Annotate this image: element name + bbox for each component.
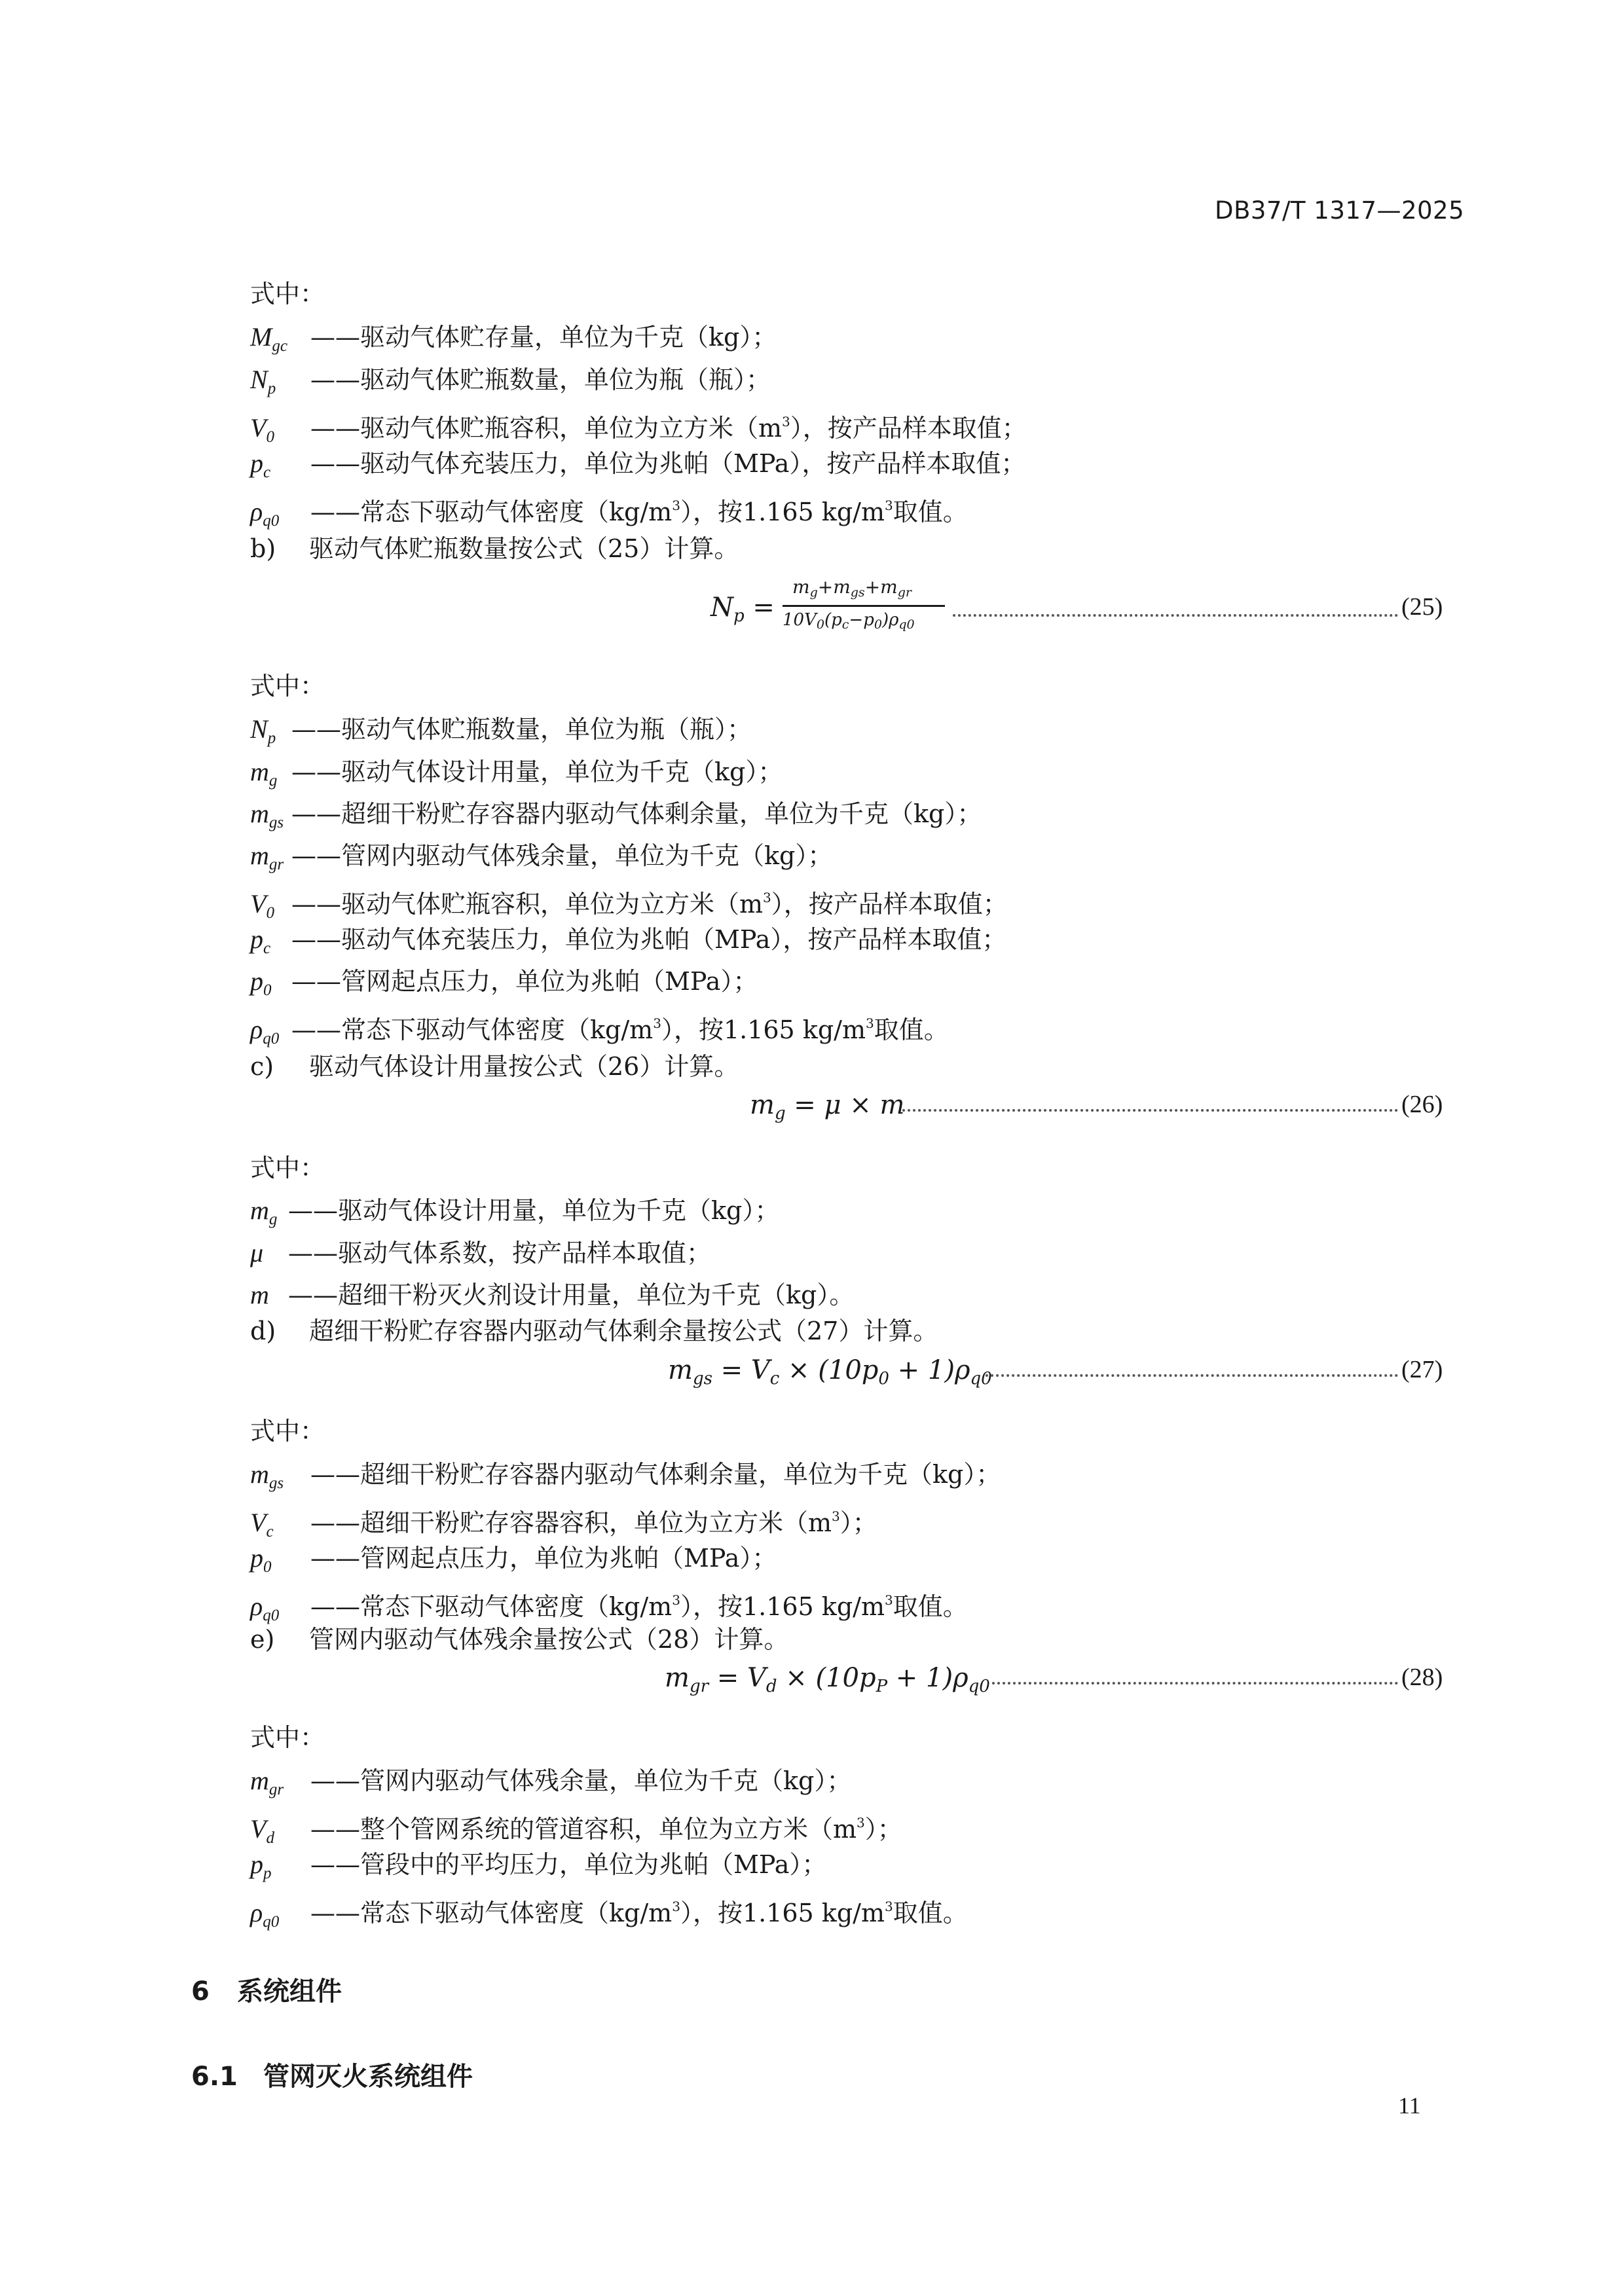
definition-text: ——管段中的平均压力，单位为兆帕（MPa）； xyxy=(310,1850,827,1879)
symbol-subscript: q0 xyxy=(263,1913,280,1931)
symbol-subscript: 0 xyxy=(266,428,274,446)
symbol-subscript: q0 xyxy=(263,1030,280,1048)
symbol: ρ xyxy=(250,1898,263,1927)
section-title: 管网灭火系统组件 xyxy=(263,2062,473,2092)
definition-row xyxy=(250,1457,1001,1501)
list-label: e) xyxy=(250,1625,275,1654)
definition-text: ——驱动气体贮存量，单位为千克（kg）； xyxy=(310,323,777,352)
definition-row xyxy=(250,1541,777,1584)
equation-number-26: (26) xyxy=(1401,1091,1443,1118)
definition-row xyxy=(250,839,832,882)
symbol: p xyxy=(250,924,263,954)
superscript: 3 xyxy=(885,498,893,513)
symbol-subscript: c xyxy=(263,939,271,957)
where-intro: 式中： xyxy=(250,672,325,701)
definition-row xyxy=(250,922,1006,966)
definition-row xyxy=(250,446,1025,490)
definition-text: ——驱动气体贮瓶数量，单位为瓶（瓶）； xyxy=(291,715,752,744)
symbol: V xyxy=(250,889,267,919)
symbol-subscript: gr xyxy=(268,856,284,873)
superscript: 3 xyxy=(653,1015,661,1031)
document-id-header: DB37/T 1317—2025 xyxy=(1215,196,1465,225)
symbol-subscript: gs xyxy=(268,814,284,831)
symbol: M xyxy=(250,322,272,352)
definition-row xyxy=(250,1848,826,1891)
symbol-subscript: p xyxy=(263,1865,272,1882)
symbol-subscript: g xyxy=(268,772,278,790)
section-number: 6 xyxy=(191,1977,210,2007)
definition-text: ）； xyxy=(864,1815,902,1844)
symbol-subscript: gs xyxy=(268,1474,284,1492)
formula-28: $m_{gr} = V_d \times (10p_P + 1)\rho_{q0}$ xyxy=(665,1663,990,1696)
definition-text: ——驱动气体贮瓶容积，单位为立方米（m xyxy=(310,414,783,443)
superscript: 3 xyxy=(672,1592,680,1608)
equation-number-28: (28) xyxy=(1401,1664,1443,1691)
fraction-denominator: $10V_0(p_c-p_0)\rho_{q0}$ xyxy=(783,610,915,632)
definition-row xyxy=(250,1006,949,1056)
definition-row xyxy=(250,320,777,363)
definition-text: ），按1.165 kg/m xyxy=(680,1899,885,1927)
definition-text: ——驱动气体充装压力，单位为兆帕（MPa），按产品样本取值； xyxy=(310,449,1026,478)
definition-row xyxy=(250,964,758,1008)
formula-26: $m_g = \mu \times m$ xyxy=(750,1090,905,1123)
definition-text: ），按产品样本取值； xyxy=(790,414,1027,443)
symbol: m xyxy=(250,1280,269,1309)
symbol-subscript: p xyxy=(267,729,276,747)
definition-text: ——超细干粉灭火剂设计用量，单位为千克（kg）。 xyxy=(288,1281,855,1309)
list-text: 超细干粉贮存容器内驱动气体剩余量按公式（27）计算。 xyxy=(309,1317,938,1345)
definition-row xyxy=(250,1278,854,1312)
symbol-subscript: c xyxy=(263,464,271,481)
formula-25-lhs: $N_p$ = xyxy=(710,592,775,626)
superscript: 3 xyxy=(832,1508,840,1524)
section-title: 系统组件 xyxy=(237,1977,342,2007)
superscript: 3 xyxy=(866,1015,874,1031)
symbol: m xyxy=(250,799,269,828)
leader-dots xyxy=(953,614,1398,617)
definition-text: ——常态下驱动气体密度（kg/m xyxy=(310,1592,673,1621)
definition-row xyxy=(250,797,982,840)
symbol-subscript: gr xyxy=(268,1781,284,1798)
definition-row xyxy=(250,1764,851,1807)
definition-text: 取值。 xyxy=(893,498,968,526)
symbol-subscript: c xyxy=(266,1523,274,1540)
symbol: V xyxy=(250,413,267,443)
list-label: c) xyxy=(250,1052,274,1081)
symbol: m xyxy=(250,757,269,786)
section-number: 6.1 xyxy=(191,2062,238,2092)
definition-text: ），按1.165 kg/m xyxy=(661,1015,866,1044)
where-intro: 式中： xyxy=(250,1154,325,1182)
symbol: m xyxy=(250,1195,269,1225)
list-label: d) xyxy=(250,1317,276,1345)
list-item-e xyxy=(250,1622,788,1656)
definition-text: ——驱动气体充装压力，单位为兆帕（MPa），按产品样本取值； xyxy=(291,925,1007,954)
symbol: p xyxy=(250,448,263,478)
definition-text: 取值。 xyxy=(893,1592,968,1621)
superscript: 3 xyxy=(885,1592,893,1608)
where-intro: 式中： xyxy=(250,280,325,308)
equation-number-27: (27) xyxy=(1401,1356,1443,1383)
symbol: p xyxy=(250,1543,263,1573)
list-item-c xyxy=(250,1049,739,1084)
definition-text: ——超细干粉贮存容器容积，单位为立方米（m xyxy=(310,1508,832,1537)
leader-dots xyxy=(986,1374,1398,1377)
formula-25-fraction xyxy=(783,576,950,648)
superscript: 3 xyxy=(782,414,790,429)
symbol: m xyxy=(250,1459,269,1489)
definition-text: ——驱动气体设计用量，单位为千克（kg）； xyxy=(291,757,783,786)
list-text: 驱动气体设计用量按公式（26）计算。 xyxy=(309,1052,739,1081)
definition-row xyxy=(250,1194,779,1237)
section-6-1-heading xyxy=(191,2056,473,2093)
definition-text: ——管网内驱动气体残余量，单位为千克（kg）； xyxy=(310,1766,852,1795)
symbol: N xyxy=(250,365,268,394)
symbol: p xyxy=(250,1850,263,1879)
fraction-bar xyxy=(783,605,945,607)
symbol: m xyxy=(250,1766,269,1795)
symbol-subscript: 0 xyxy=(266,904,274,922)
equation-number-25: (25) xyxy=(1401,593,1443,621)
definition-text: ——管网内驱动气体残余量，单位为千克（kg）； xyxy=(291,841,833,870)
definition-text: ——驱动气体贮瓶容积，单位为立方米（m xyxy=(291,890,764,919)
symbol-subscript: 0 xyxy=(263,1558,272,1576)
definition-row xyxy=(250,363,771,406)
definition-text: ——常态下驱动气体密度（kg/m xyxy=(310,1899,673,1927)
definition-text: 取值。 xyxy=(874,1015,949,1044)
where-intro: 式中： xyxy=(250,1417,325,1446)
symbol: p xyxy=(250,966,263,996)
definition-text: ——管网起点压力，单位为兆帕（MPa）； xyxy=(291,967,758,996)
definition-text: ——驱动气体贮瓶数量，单位为瓶（瓶）； xyxy=(310,365,771,394)
formula-27: $m_{gs} = V_c \times (10p_0 + 1)\rho_{q0}$ xyxy=(668,1355,992,1389)
list-text: 管网内驱动气体残余量按公式（28）计算。 xyxy=(309,1625,789,1654)
symbol: N xyxy=(250,714,268,744)
symbol: ρ xyxy=(250,1592,263,1621)
definition-row xyxy=(250,488,968,538)
definition-row xyxy=(250,1236,711,1270)
symbol: ρ xyxy=(250,497,263,526)
list-item-b xyxy=(250,532,739,566)
superscript: 3 xyxy=(672,1899,680,1914)
definition-text: ——常态下驱动气体密度（kg/m xyxy=(310,498,673,526)
definition-row xyxy=(250,755,783,798)
symbol-subscript: p xyxy=(267,380,276,397)
definition-text: 取值。 xyxy=(893,1899,968,1927)
symbol-subscript: 0 xyxy=(263,981,272,999)
symbol-subscript: q0 xyxy=(263,1607,280,1624)
definition-text: ——常态下驱动气体密度（kg/m xyxy=(291,1015,654,1044)
where-intro: 式中： xyxy=(250,1723,325,1752)
symbol-subscript: q0 xyxy=(263,512,280,530)
fraction-numerator: $m_g+m_{gs}+m_{gr}$ xyxy=(792,576,912,600)
definition-text: ），按1.165 kg/m xyxy=(680,498,885,526)
definition-text: ——超细干粉贮存容器内驱动气体剩余量，单位为千克（kg）； xyxy=(291,799,982,828)
superscript: 3 xyxy=(672,498,680,513)
symbol: V xyxy=(250,1814,267,1844)
symbol-subscript: gc xyxy=(272,337,287,355)
leader-dots xyxy=(902,1109,1398,1112)
symbol: m xyxy=(250,841,269,870)
definition-text: ——驱动气体系数，按产品样本取值； xyxy=(288,1239,712,1267)
superscript: 3 xyxy=(885,1899,893,1914)
definition-text: ——驱动气体设计用量，单位为千克（kg）； xyxy=(288,1196,780,1225)
symbol: V xyxy=(250,1508,267,1537)
symbol: ρ xyxy=(250,1015,263,1044)
section-6-heading xyxy=(191,1971,342,2008)
superscript: 3 xyxy=(857,1815,865,1831)
symbol-subscript: d xyxy=(266,1829,274,1847)
leader-dots xyxy=(992,1682,1398,1685)
definition-text: ），按产品样本取值； xyxy=(771,890,1008,919)
superscript: 3 xyxy=(763,890,771,905)
list-text: 驱动气体贮瓶数量按公式（25）计算。 xyxy=(309,534,739,563)
list-label: b) xyxy=(250,534,276,563)
symbol-subscript: g xyxy=(268,1211,278,1228)
page-number: 11 xyxy=(1398,2092,1421,2119)
definition-row xyxy=(250,1889,968,1939)
symbol: μ xyxy=(250,1238,264,1267)
definition-text: ），按1.165 kg/m xyxy=(680,1592,885,1621)
definition-text: ）； xyxy=(840,1508,877,1537)
definition-text: ——管网起点压力，单位为兆帕（MPa）； xyxy=(310,1544,777,1573)
definition-row xyxy=(250,712,752,756)
definition-text: ——整个管网系统的管道容积，单位为立方米（m xyxy=(310,1815,857,1844)
list-item-d xyxy=(250,1314,938,1348)
definition-text: ——超细干粉贮存容器内驱动气体剩余量，单位为千克（kg）； xyxy=(310,1460,1001,1489)
